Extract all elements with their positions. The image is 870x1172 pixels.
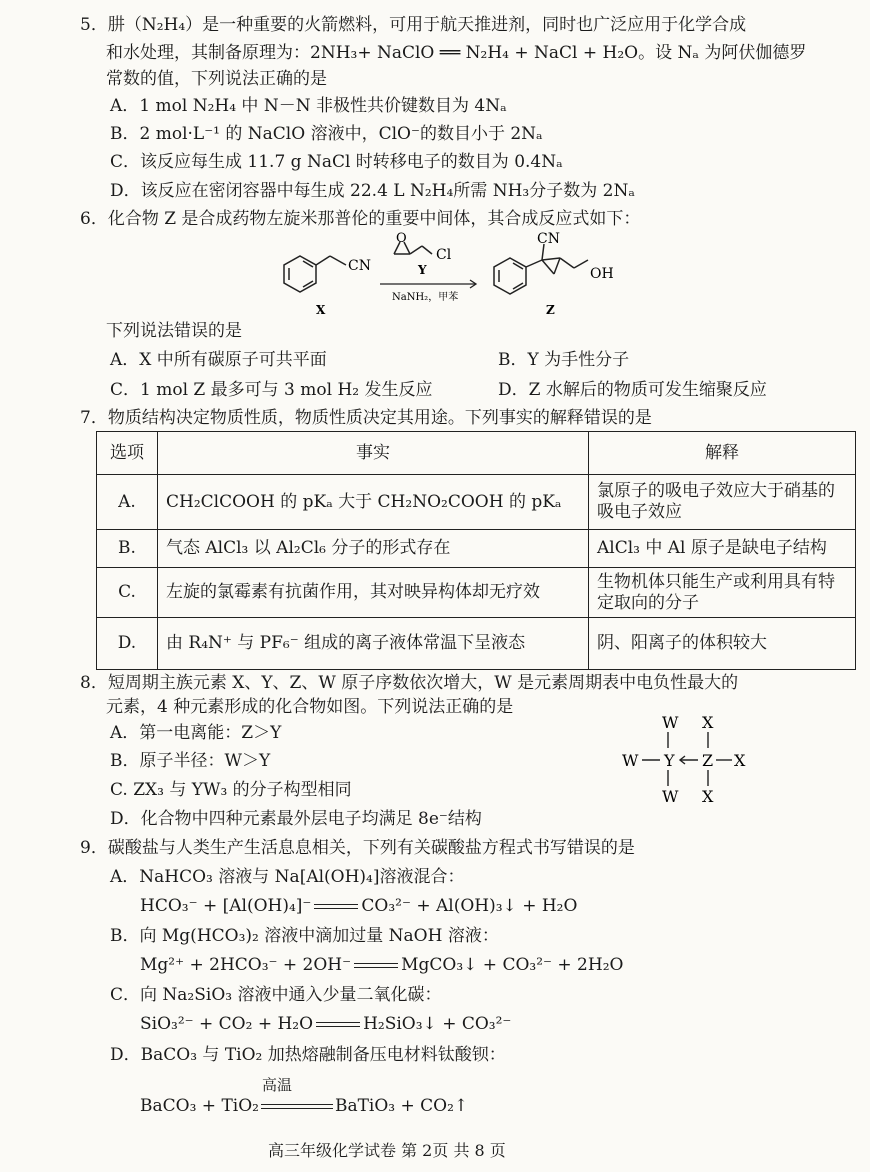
- q9-equation-c: [140, 1013, 511, 1035]
- eq-b-reactants: Mg²⁺ + 2HCO₃⁻ + 2OH⁻: [140, 955, 352, 975]
- eq-a-products: CO₃²⁻ + Al(OH)₃↓ + H₂O: [361, 896, 578, 916]
- eq-d-products: BaTiO₃ + CO₂↑: [334, 1096, 469, 1116]
- row-option: A.: [97, 475, 158, 530]
- z-cn-label: CN: [537, 231, 560, 247]
- q8-option-b: B．原子半径：W＞Y: [110, 751, 271, 771]
- q6-stem: 6．化合物 Z 是合成药物左旋米那普伦的重要中间体，其合成反应式如下：: [80, 209, 641, 229]
- q6-option-c: C．1 mol Z 最多可与 3 mol H₂ 发生反应: [110, 380, 433, 400]
- equals-sign: [354, 963, 398, 968]
- row-explanation: AlCl₃ 中 Al 原子是缺电子结构: [589, 530, 856, 568]
- q9-stem: 9．碳酸盐与人类生产生活息息相关，下列有关碳酸盐方程式书写错误的是: [80, 838, 635, 858]
- q5-stem-line3: 常数的值，下列说法正确的是: [106, 69, 327, 89]
- q5-option-a: A．1 mol N₂H₄ 中 N－N 非极性共价键数目为 4Nₐ: [110, 96, 507, 116]
- q8-compound-structure: [618, 708, 758, 808]
- q8-option-a: A．第一电离能：Z＞Y: [110, 723, 282, 743]
- q6-reaction-scheme: [270, 228, 630, 320]
- row-option: C.: [97, 568, 158, 618]
- compound-y-label: Y: [418, 263, 427, 277]
- header-explanation: 解释: [589, 432, 856, 475]
- row-option: D.: [97, 618, 158, 670]
- atom-x-bottom: X: [702, 787, 714, 806]
- compound-z-label: Z: [546, 303, 555, 317]
- q9-option-b: B．向 Mg(HCO₃)₂ 溶液中滴加过量 NaOH 溶液：: [110, 926, 499, 946]
- row-fact: 气态 AlCl₃ 以 Al₂Cl₆ 分子的形式存在: [158, 530, 589, 568]
- atom-w-top: W: [662, 713, 679, 732]
- q9-option-a: A．NaHCO₃ 溶液与 Na[Al(OH)₄]溶液混合：: [110, 867, 465, 887]
- equals-sign: [316, 1022, 360, 1027]
- q9-option-c: C．向 Na₂SiO₃ 溶液中通入少量二氧化碳：: [110, 985, 442, 1005]
- table-row: [97, 530, 856, 568]
- table-row: [97, 618, 856, 670]
- atom-x-top: X: [702, 713, 714, 732]
- atom-y-center: Y: [664, 751, 675, 770]
- q5-option-c: C．该反应每生成 11.7 g NaCl 时转移电子的数目为 0.4Nₐ: [110, 152, 563, 172]
- row-fact: 由 R₄N⁺ 与 PF₆⁻ 组成的离子液体常温下呈液态: [158, 618, 589, 670]
- table-row: [97, 475, 856, 530]
- q6-ask: 下列说法错误的是: [106, 321, 242, 341]
- y-cl-label: Cl: [436, 247, 452, 263]
- q8-stem-line2: 元素，4 种元素形成的化合物如图。下列说法正确的是: [106, 697, 514, 717]
- q8-option-d: D．化合物中四种元素最外层电子均满足 8e⁻结构: [110, 809, 482, 829]
- reaction-conditions: NaNH₂，甲苯: [392, 292, 459, 303]
- row-explanation: 生物机体只能生产或利用具有特定取向的分子: [589, 568, 856, 618]
- reaction-arrow: [380, 280, 476, 288]
- q9-equation-b: [140, 954, 623, 976]
- y-oxygen-label: O: [396, 231, 407, 246]
- page-footer: 高三年级化学试卷 第 2页 共 8 页: [268, 1141, 506, 1160]
- eq-d-condition: 高温: [262, 1076, 293, 1094]
- q7-stem: 7．物质结构决定物质性质，物质性质决定其用途。下列事实的解释错误的是: [80, 408, 652, 428]
- eq-d-reactants: BaCO₃ + TiO₂: [140, 1096, 259, 1116]
- q6-option-d: D．Z 水解后的物质可发生缩聚反应: [498, 380, 767, 400]
- atom-w-bottom: W: [662, 787, 679, 806]
- eq-b-products: MgCO₃↓ + CO₃²⁻ + 2H₂O: [401, 955, 624, 975]
- row-fact: 左旋的氯霉素有抗菌作用，其对映异构体却无疗效: [158, 568, 589, 618]
- row-fact: CH₂ClCOOH 的 pKₐ 大于 CH₂NO₂COOH 的 pKₐ: [158, 475, 589, 530]
- q5-stem-line2: 和水处理，其制备原理为：2NH₃+ NaClO ══ N₂H₄ + NaCl + H₂O。设 Nₐ 为阿伏伽德罗: [106, 43, 807, 63]
- table-row: [97, 568, 856, 618]
- q5-stem-line1: 5．肼（N₂H₄）是一种重要的火箭燃料，可用于航天推进剂，同时也广泛应用于化学合成: [80, 15, 747, 35]
- header-option: 选项: [97, 432, 158, 475]
- compound-z-structure: [494, 244, 588, 294]
- table-header-row: [97, 432, 856, 475]
- eq-c-reactants: SiO₃²⁻ + CO₂ + H₂O: [140, 1014, 314, 1034]
- atom-z-center: Z: [702, 751, 714, 770]
- row-option: B.: [97, 530, 158, 568]
- row-explanation: 阴、阳离子的体积较大: [589, 618, 856, 670]
- q9-equation-a: [140, 895, 577, 917]
- q8-option-c: C. ZX₃ 与 YW₃ 的分子构型相同: [110, 780, 352, 800]
- atom-w-left: W: [622, 751, 639, 770]
- q9-option-d: D．BaCO₃ 与 TiO₂ 加热熔融制备压电材料钛酸钡：: [110, 1045, 506, 1065]
- x-cn-label: CN: [348, 258, 371, 274]
- q9-equation-d: [140, 1095, 468, 1117]
- atom-x-right: X: [734, 751, 746, 770]
- q5-option-d: D．该反应在密闭容器中每生成 22.4 L N₂H₄所需 NH₃分子数为 2Nₐ: [110, 181, 635, 201]
- row-explanation: 氯原子的吸电子效应大于硝基的吸电子效应: [589, 475, 856, 530]
- q5-option-b: B．2 mol·L⁻¹ 的 NaClO 溶液中，ClO⁻的数目小于 2Nₐ: [110, 124, 543, 144]
- structure-bonds: [642, 732, 732, 786]
- q7-facts-table: [96, 431, 856, 670]
- compound-x-label: X: [316, 303, 326, 317]
- equals-sign: [314, 904, 358, 909]
- compound-x-structure: [284, 256, 346, 292]
- q6-option-b: B．Y 为手性分子: [498, 350, 630, 370]
- q6-option-a: A．X 中所有碳原子可共平面: [110, 350, 327, 370]
- eq-c-products: H₂SiO₃↓ + CO₃²⁻: [363, 1014, 512, 1034]
- z-oh-label: OH: [590, 266, 614, 282]
- q8-stem-line1: 8．短周期主族元素 X、Y、Z、W 原子序数依次增大，W 是元素周期表中电负性最大的: [80, 673, 739, 693]
- header-fact: 事实: [158, 432, 589, 475]
- eq-a-reactants: HCO₃⁻ + [Al(OH)₄]⁻: [140, 896, 312, 916]
- equals-sign: [261, 1104, 333, 1109]
